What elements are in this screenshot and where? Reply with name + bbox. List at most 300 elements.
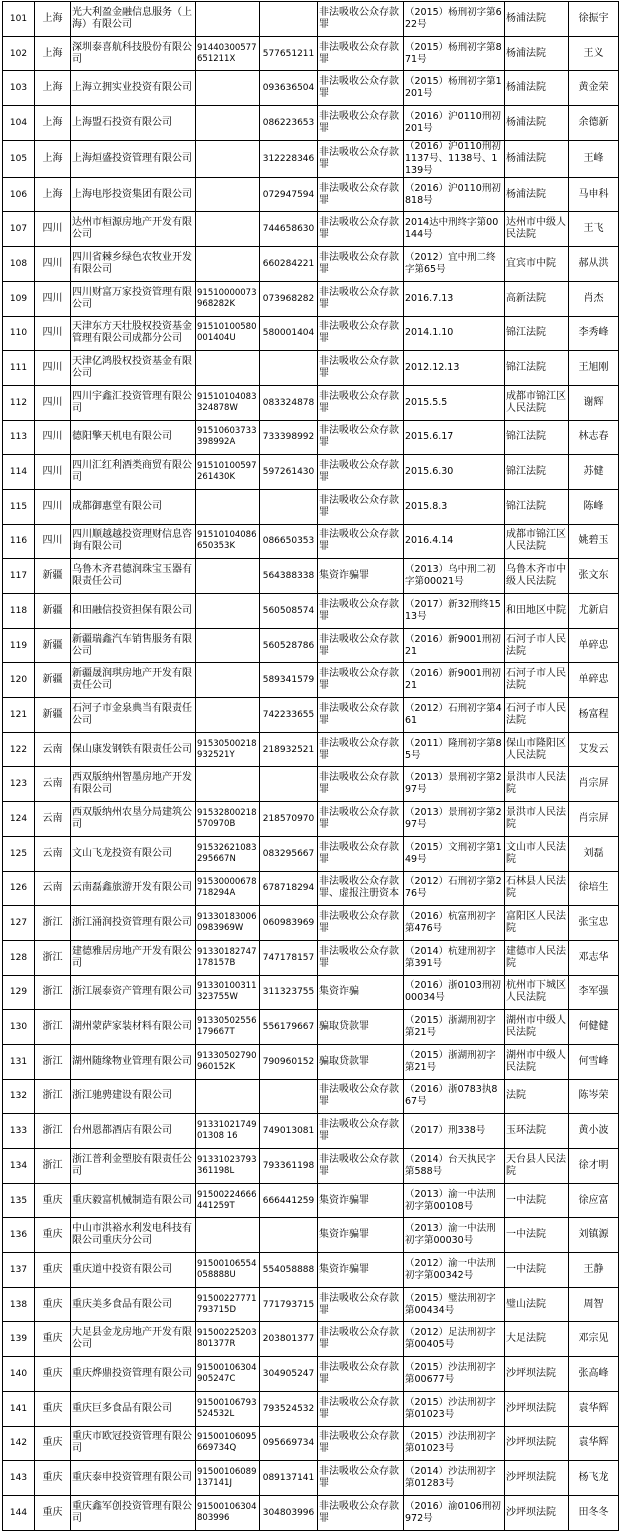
- credit-code-cell: 91510100580001404U: [196, 316, 260, 351]
- province-cell: 重庆: [35, 1461, 71, 1496]
- legal-representative-cell: 邓志华: [569, 940, 619, 975]
- legal-representative-cell: 单碎忠: [569, 663, 619, 698]
- province-cell: 浙江: [35, 1114, 71, 1149]
- table-row: [3, 140, 619, 177]
- offense-cell: 非法吸收公众存款罪: [318, 1114, 404, 1149]
- court-cell: 沙坪坝法院: [505, 1495, 569, 1530]
- org-code-cell: 086223653: [260, 106, 318, 141]
- legal-representative-cell: 马申科: [569, 177, 619, 212]
- org-code-cell: [260, 351, 318, 386]
- legal-representative-cell: 徐振宇: [569, 2, 619, 37]
- province-cell: 新疆: [35, 698, 71, 733]
- case-number-cell: （2013）景刑初字第297号: [404, 802, 505, 837]
- table-row: [3, 940, 619, 975]
- province-cell: 重庆: [35, 1253, 71, 1288]
- offense-cell: 非法吸收公众存款罪: [318, 489, 404, 524]
- province-cell: 浙江: [35, 1079, 71, 1114]
- table-row: [3, 106, 619, 141]
- org-code-cell: 577651211: [260, 36, 318, 71]
- province-cell: 上海: [35, 36, 71, 71]
- row-number-cell: 102: [3, 36, 35, 71]
- court-cell: 沙坪坝法院: [505, 1391, 569, 1426]
- org-code-cell: 093636504: [260, 71, 318, 106]
- table-row: [3, 36, 619, 71]
- company-name-cell: 上海盟石投资有限公司: [71, 106, 196, 141]
- row-number-cell: 121: [3, 698, 35, 733]
- org-code-cell: 095669734: [260, 1426, 318, 1461]
- row-number-cell: 134: [3, 1149, 35, 1184]
- legal-representative-cell: 王飞: [569, 212, 619, 247]
- case-number-cell: （2012）渝一中法刑初字第00342号: [404, 1253, 505, 1288]
- legal-representative-cell: 袁华辉: [569, 1391, 619, 1426]
- province-cell: 四川: [35, 455, 71, 490]
- legal-representative-cell: 张文东: [569, 559, 619, 594]
- org-code-cell: 678718294: [260, 871, 318, 906]
- case-number-cell: （2016）沪0110刑初818号: [404, 177, 505, 212]
- company-name-cell: 云南磊鑫旅游开发有限公司: [71, 871, 196, 906]
- org-code-cell: 083295667: [260, 836, 318, 871]
- company-name-cell: 台州恩都酒店有限公司: [71, 1114, 196, 1149]
- case-number-cell: 2016.7.13: [404, 281, 505, 316]
- court-cell: 富阳区人民法院: [505, 906, 569, 941]
- province-cell: 上海: [35, 177, 71, 212]
- court-cell: 乌鲁木齐市中级人民法院: [505, 559, 569, 594]
- company-name-cell: 上海立拥实业投资有限公司: [71, 71, 196, 106]
- province-cell: 浙江: [35, 1044, 71, 1079]
- province-cell: 重庆: [35, 1322, 71, 1357]
- credit-code-cell: [196, 177, 260, 212]
- credit-code-cell: [196, 106, 260, 141]
- legal-representative-cell: 何健健: [569, 1010, 619, 1045]
- legal-representative-cell: 杨富程: [569, 698, 619, 733]
- case-number-cell: 2015.6.17: [404, 420, 505, 455]
- case-number-cell: （2015）杨刑初字第622号: [404, 2, 505, 37]
- table-row: [3, 906, 619, 941]
- court-cell: 锦江法院: [505, 420, 569, 455]
- court-cell: 石河子市人民法院: [505, 628, 569, 663]
- table-row: [3, 698, 619, 733]
- case-number-cell: （2016）沪0110刑初201号: [404, 106, 505, 141]
- credit-code-cell: [196, 140, 260, 177]
- row-number-cell: 114: [3, 455, 35, 490]
- table-row: [3, 594, 619, 629]
- row-number-cell: 138: [3, 1287, 35, 1322]
- court-cell: 大足法院: [505, 1322, 569, 1357]
- legal-representative-cell: 谢辉: [569, 385, 619, 420]
- province-cell: 重庆: [35, 1391, 71, 1426]
- company-name-cell: 德阳擎天机电有限公司: [71, 420, 196, 455]
- company-name-cell: 重庆美多食品有限公司: [71, 1287, 196, 1322]
- company-name-cell: 中山市洪裕水利发电科技有限公司重庆分公司: [71, 1218, 196, 1253]
- row-number-cell: 123: [3, 767, 35, 802]
- row-number-cell: 104: [3, 106, 35, 141]
- case-number-cell: （2012）足法刑初字第00405号: [404, 1322, 505, 1357]
- credit-code-cell: [196, 351, 260, 386]
- credit-code-cell: [196, 663, 260, 698]
- legal-representative-cell: 苏健: [569, 455, 619, 490]
- legal-representative-cell: 何雪峰: [569, 1044, 619, 1079]
- company-name-cell: 上海烜盛投资管理有限公司: [71, 140, 196, 177]
- credit-code-cell: 91500225203801377R: [196, 1322, 260, 1357]
- org-code-cell: 747178157: [260, 940, 318, 975]
- court-cell: 杨浦法院: [505, 106, 569, 141]
- org-code-cell: 666441259: [260, 1183, 318, 1218]
- credit-code-cell: 91510104086650353K: [196, 524, 260, 559]
- offense-cell: 非法吸收公众存款罪: [318, 836, 404, 871]
- offense-cell: 非法吸收公众存款罪: [318, 1079, 404, 1114]
- org-code-cell: 304803996: [260, 1495, 318, 1530]
- row-number-cell: 122: [3, 732, 35, 767]
- table-row: [3, 1426, 619, 1461]
- row-number-cell: 125: [3, 836, 35, 871]
- table-row: [3, 420, 619, 455]
- company-name-cell: 重庆泰申投资管理有限公司: [71, 1461, 196, 1496]
- credit-code-cell: 91532800218570970B: [196, 802, 260, 837]
- company-name-cell: 乌鲁木齐君德润珠宝玉器有限责任公司: [71, 559, 196, 594]
- legal-representative-cell: 王静: [569, 1253, 619, 1288]
- row-number-cell: 108: [3, 247, 35, 282]
- province-cell: 重庆: [35, 1218, 71, 1253]
- company-name-cell: 浙江驰骋建设有限公司: [71, 1079, 196, 1114]
- company-name-cell: 成都御惠堂有限公司: [71, 489, 196, 524]
- credit-code-cell: [196, 594, 260, 629]
- org-code-cell: 793361198: [260, 1149, 318, 1184]
- province-cell: 四川: [35, 489, 71, 524]
- offense-cell: 非法吸收公众存款罪: [318, 455, 404, 490]
- table-row: [3, 351, 619, 386]
- offense-cell: 非法吸收公众存款罪: [318, 1287, 404, 1322]
- table-row: [3, 975, 619, 1010]
- company-name-cell: 重庆巨多食品有限公司: [71, 1391, 196, 1426]
- org-code-cell: [260, 2, 318, 37]
- table-row: [3, 316, 619, 351]
- org-code-cell: [260, 1079, 318, 1114]
- row-number-cell: 127: [3, 906, 35, 941]
- credit-code-cell: 91330100311323755W: [196, 975, 260, 1010]
- court-cell: 湖州市中级人民法院: [505, 1044, 569, 1079]
- legal-representative-cell: 黄金荣: [569, 71, 619, 106]
- offense-cell: 非法吸收公众存款罪: [318, 767, 404, 802]
- credit-code-cell: 91500106554058888U: [196, 1253, 260, 1288]
- court-cell: 一中法院: [505, 1253, 569, 1288]
- province-cell: 四川: [35, 385, 71, 420]
- company-name-cell: 大足县金龙房地产开发有限公司: [71, 1322, 196, 1357]
- row-number-cell: 118: [3, 594, 35, 629]
- table-row: [3, 212, 619, 247]
- org-code-cell: 073968282: [260, 281, 318, 316]
- row-number-cell: 141: [3, 1391, 35, 1426]
- credit-code-cell: 91510603733398992A: [196, 420, 260, 455]
- offense-cell: 非法吸收公众存款罪: [318, 732, 404, 767]
- credit-code-cell: 91500106793524532L: [196, 1391, 260, 1426]
- case-number-cell: 2012.12.13: [404, 351, 505, 386]
- org-code-cell: 771793715: [260, 1287, 318, 1322]
- legal-representative-cell: 余德新: [569, 106, 619, 141]
- row-number-cell: 111: [3, 351, 35, 386]
- offense-cell: 非法吸收公众存款罪: [318, 316, 404, 351]
- offense-cell: 非法吸收公众存款罪: [318, 281, 404, 316]
- court-cell: 成都市锦江区人民法院: [505, 524, 569, 559]
- legal-representative-cell: 尤新启: [569, 594, 619, 629]
- offense-cell: 骗取贷款罪: [318, 1010, 404, 1045]
- offense-cell: 集资诈骗罪: [318, 559, 404, 594]
- court-cell: 沙坪坝法院: [505, 1357, 569, 1392]
- company-name-cell: 西双版纳州智墨房地产开发有限公司: [71, 767, 196, 802]
- credit-code-cell: 91510104083324878W: [196, 385, 260, 420]
- case-number-cell: （2013）景刑初字第297号: [404, 767, 505, 802]
- court-cell: 锦江法院: [505, 489, 569, 524]
- table-row: [3, 1461, 619, 1496]
- province-cell: 四川: [35, 420, 71, 455]
- org-code-cell: [260, 489, 318, 524]
- court-cell: 成都市锦江区人民法院: [505, 385, 569, 420]
- org-code-cell: 083324878: [260, 385, 318, 420]
- credit-code-cell: 91510000073968282K: [196, 281, 260, 316]
- credit-code-cell: 91532621083295667N: [196, 836, 260, 871]
- table-row: [3, 247, 619, 282]
- province-cell: 上海: [35, 71, 71, 106]
- legal-representative-cell: 肖杰: [569, 281, 619, 316]
- row-number-cell: 110: [3, 316, 35, 351]
- org-code-cell: 744658630: [260, 212, 318, 247]
- province-cell: 四川: [35, 247, 71, 282]
- credit-code-cell: [196, 71, 260, 106]
- legal-representative-cell: 张高峰: [569, 1357, 619, 1392]
- credit-code-cell: 91330502790960152K: [196, 1044, 260, 1079]
- row-number-cell: 143: [3, 1461, 35, 1496]
- case-number-cell: （2016）浙0103刑初00034号: [404, 975, 505, 1010]
- org-code-cell: 597261430: [260, 455, 318, 490]
- offense-cell: 非法吸收公众存款罪: [318, 1357, 404, 1392]
- credit-code-cell: 91510100597261430K: [196, 455, 260, 490]
- credit-code-cell: [196, 698, 260, 733]
- company-name-cell: 天津亿鸿股权投资基金有限公司: [71, 351, 196, 386]
- offense-cell: 非法吸收公众存款罪、虚报注册资本: [318, 871, 404, 906]
- company-name-cell: 重庆烨鼎投资管理有限公司: [71, 1357, 196, 1392]
- province-cell: 四川: [35, 524, 71, 559]
- court-cell: 湖州市中级人民法院: [505, 1010, 569, 1045]
- org-code-cell: 733398992: [260, 420, 318, 455]
- company-name-cell: 新疆瑞鑫汽车销售服务有限公司: [71, 628, 196, 663]
- table-row: [3, 455, 619, 490]
- case-number-cell: （2017）刑338号: [404, 1114, 505, 1149]
- credit-code-cell: 91500106095669734Q: [196, 1426, 260, 1461]
- company-name-cell: 光大利盈金融信息服务（上海）有限公司: [71, 2, 196, 37]
- org-code-cell: 742233655: [260, 698, 318, 733]
- row-number-cell: 137: [3, 1253, 35, 1288]
- legal-representative-cell: 王峰: [569, 140, 619, 177]
- province-cell: 四川: [35, 316, 71, 351]
- case-number-cell: 2016.4.14: [404, 524, 505, 559]
- case-number-cell: 2015.6.30: [404, 455, 505, 490]
- row-number-cell: 124: [3, 802, 35, 837]
- row-number-cell: 130: [3, 1010, 35, 1045]
- company-name-cell: 上海电彤投资集团有限公司: [71, 177, 196, 212]
- court-cell: 杨浦法院: [505, 140, 569, 177]
- table-row: [3, 1287, 619, 1322]
- legal-representative-cell: 徐培生: [569, 871, 619, 906]
- province-cell: 云南: [35, 767, 71, 802]
- case-number-cell: （2012）石刑初字第276号: [404, 871, 505, 906]
- table-row: [3, 1322, 619, 1357]
- offense-cell: 非法吸收公众存款罪: [318, 940, 404, 975]
- table-row: [3, 1183, 619, 1218]
- company-name-cell: 天津东方天壮股权投资基金管理有限公司成都分公司: [71, 316, 196, 351]
- court-cell: 锦江法院: [505, 455, 569, 490]
- row-number-cell: 106: [3, 177, 35, 212]
- case-number-cell: （2013）乌中刑二初字第00021号: [404, 559, 505, 594]
- court-cell: 沙坪坝法院: [505, 1461, 569, 1496]
- org-code-cell: 218570970: [260, 802, 318, 837]
- credit-code-cell: 9133102174901308 16: [196, 1114, 260, 1149]
- case-number-cell: （2013）渝一中法刑初字第00108号: [404, 1183, 505, 1218]
- province-cell: 重庆: [35, 1357, 71, 1392]
- case-number-cell: （2015）杨刑初字第871号: [404, 36, 505, 71]
- row-number-cell: 109: [3, 281, 35, 316]
- offense-cell: 集资诈骗: [318, 975, 404, 1010]
- court-cell: 和田地区中院: [505, 594, 569, 629]
- credit-code-cell: [196, 767, 260, 802]
- offense-cell: 非法吸收公众存款罪: [318, 247, 404, 282]
- row-number-cell: 139: [3, 1322, 35, 1357]
- table-body: [3, 2, 619, 1531]
- table-row: [3, 1218, 619, 1253]
- case-number-cell: （2013）渝一中法刑初字第00030号: [404, 1218, 505, 1253]
- offense-cell: 非法吸收公众存款罪: [318, 2, 404, 37]
- province-cell: 新疆: [35, 628, 71, 663]
- table-row: [3, 1044, 619, 1079]
- court-cell: 杨浦法院: [505, 36, 569, 71]
- table-row: [3, 71, 619, 106]
- province-cell: 云南: [35, 732, 71, 767]
- table-row: [3, 177, 619, 212]
- org-code-cell: [260, 1218, 318, 1253]
- offense-cell: 非法吸收公众存款罪: [318, 106, 404, 141]
- org-code-cell: 089137141: [260, 1461, 318, 1496]
- company-name-cell: 深圳泰喜航科技股份有限公司: [71, 36, 196, 71]
- case-number-cell: （2015）文刑初字第149号: [404, 836, 505, 871]
- case-number-cell: （2011）隆刑初字第85号: [404, 732, 505, 767]
- offense-cell: 非法吸收公众存款罪: [318, 698, 404, 733]
- row-number-cell: 105: [3, 140, 35, 177]
- legal-representative-cell: 姚碧玉: [569, 524, 619, 559]
- org-code-cell: 556179667: [260, 1010, 318, 1045]
- company-name-cell: 四川顺越越投资理财信息咨询有限公司: [71, 524, 196, 559]
- legal-representative-cell: 刘磊: [569, 836, 619, 871]
- org-code-cell: 060983969: [260, 906, 318, 941]
- case-number-cell: （2014）台天执民字第588号: [404, 1149, 505, 1184]
- company-name-cell: 保山康发钢铁有限责任公司: [71, 732, 196, 767]
- offense-cell: 集资诈骗罪: [318, 1183, 404, 1218]
- row-number-cell: 129: [3, 975, 35, 1010]
- court-cell: 杨浦法院: [505, 2, 569, 37]
- table-row: [3, 732, 619, 767]
- row-number-cell: 120: [3, 663, 35, 698]
- province-cell: 上海: [35, 2, 71, 37]
- legal-representative-cell: 王义: [569, 36, 619, 71]
- province-cell: 浙江: [35, 975, 71, 1010]
- court-cell: 石河子市人民法院: [505, 698, 569, 733]
- province-cell: 四川: [35, 212, 71, 247]
- court-cell: 景洪市人民法院: [505, 802, 569, 837]
- row-number-cell: 117: [3, 559, 35, 594]
- province-cell: 上海: [35, 106, 71, 141]
- legal-representative-cell: 田冬冬: [569, 1495, 619, 1530]
- offense-cell: 非法吸收公众存款罪: [318, 1322, 404, 1357]
- offense-cell: 非法吸收公众存款罪: [318, 1426, 404, 1461]
- court-cell: 宜宾市中院: [505, 247, 569, 282]
- offense-cell: 非法吸收公众存款罪: [318, 1149, 404, 1184]
- offense-cell: 非法吸收公众存款罪: [318, 802, 404, 837]
- offense-cell: 非法吸收公众存款罪: [318, 906, 404, 941]
- company-name-cell: 浙江展泰资产管理有限公司: [71, 975, 196, 1010]
- province-cell: 新疆: [35, 594, 71, 629]
- company-name-cell: 石河子市金泉典当有限责任公司: [71, 698, 196, 733]
- offense-cell: 非法吸收公众存款罪: [318, 628, 404, 663]
- legal-representative-cell: 杨飞龙: [569, 1461, 619, 1496]
- province-cell: 浙江: [35, 1149, 71, 1184]
- company-name-cell: 湖州随缘物业管理有限公司: [71, 1044, 196, 1079]
- row-number-cell: 144: [3, 1495, 35, 1530]
- court-cell: 玉环法院: [505, 1114, 569, 1149]
- row-number-cell: 142: [3, 1426, 35, 1461]
- legal-representative-cell: 陈岑荣: [569, 1079, 619, 1114]
- table-row: [3, 871, 619, 906]
- case-number-cell: （2015）浙湖刑初字第21号: [404, 1010, 505, 1045]
- table-row: [3, 1357, 619, 1392]
- case-number-cell: （2016）新9001刑初21: [404, 628, 505, 663]
- company-name-cell: 浙江普利金塑胶有限责任公司: [71, 1149, 196, 1184]
- row-number-cell: 140: [3, 1357, 35, 1392]
- legal-representative-cell: 邓宗见: [569, 1322, 619, 1357]
- offense-cell: 非法吸收公众存款罪: [318, 71, 404, 106]
- case-number-cell: （2016）沪0110刑初1137号、1138号、1139号: [404, 140, 505, 177]
- court-cell: 璧山法院: [505, 1287, 569, 1322]
- case-number-cell: （2012）石刑初字第461: [404, 698, 505, 733]
- credit-code-cell: [196, 212, 260, 247]
- offense-cell: 非法吸收公众存款罪: [318, 1461, 404, 1496]
- row-number-cell: 133: [3, 1114, 35, 1149]
- table-row: [3, 1010, 619, 1045]
- court-cell: 沙坪坝法院: [505, 1426, 569, 1461]
- table-row: [3, 559, 619, 594]
- credit-code-cell: 91330182747178157B: [196, 940, 260, 975]
- legal-representative-cell: 艾发云: [569, 732, 619, 767]
- credit-code-cell: [196, 1218, 260, 1253]
- company-name-cell: 重庆道中投资有限公司: [71, 1253, 196, 1288]
- court-cell: 杨浦法院: [505, 177, 569, 212]
- org-code-cell: 312228346: [260, 140, 318, 177]
- offense-cell: 集资诈骗罪: [318, 1218, 404, 1253]
- table-row: [3, 767, 619, 802]
- legal-representative-cell: 肖宗屏: [569, 802, 619, 837]
- court-cell: 高新法院: [505, 281, 569, 316]
- company-name-cell: 四川汇红利酒类商贸有限公司: [71, 455, 196, 490]
- offense-cell: 非法吸收公众存款罪: [318, 594, 404, 629]
- row-number-cell: 107: [3, 212, 35, 247]
- legal-representative-cell: 刘镇源: [569, 1218, 619, 1253]
- offense-cell: 非法吸收公众存款罪: [318, 385, 404, 420]
- province-cell: 重庆: [35, 1287, 71, 1322]
- legal-representative-cell: 王旭刚: [569, 351, 619, 386]
- company-name-cell: 重庆市欧冠投资管理有限公司: [71, 1426, 196, 1461]
- case-number-cell: （2015）璧法刑初字第00434号: [404, 1287, 505, 1322]
- company-name-cell: 建德雅居房地产开发有限公司: [71, 940, 196, 975]
- offense-cell: 非法吸收公众存款罪: [318, 177, 404, 212]
- credit-code-cell: 913301830060983969W: [196, 906, 260, 941]
- credit-code-cell: [196, 489, 260, 524]
- province-cell: 四川: [35, 281, 71, 316]
